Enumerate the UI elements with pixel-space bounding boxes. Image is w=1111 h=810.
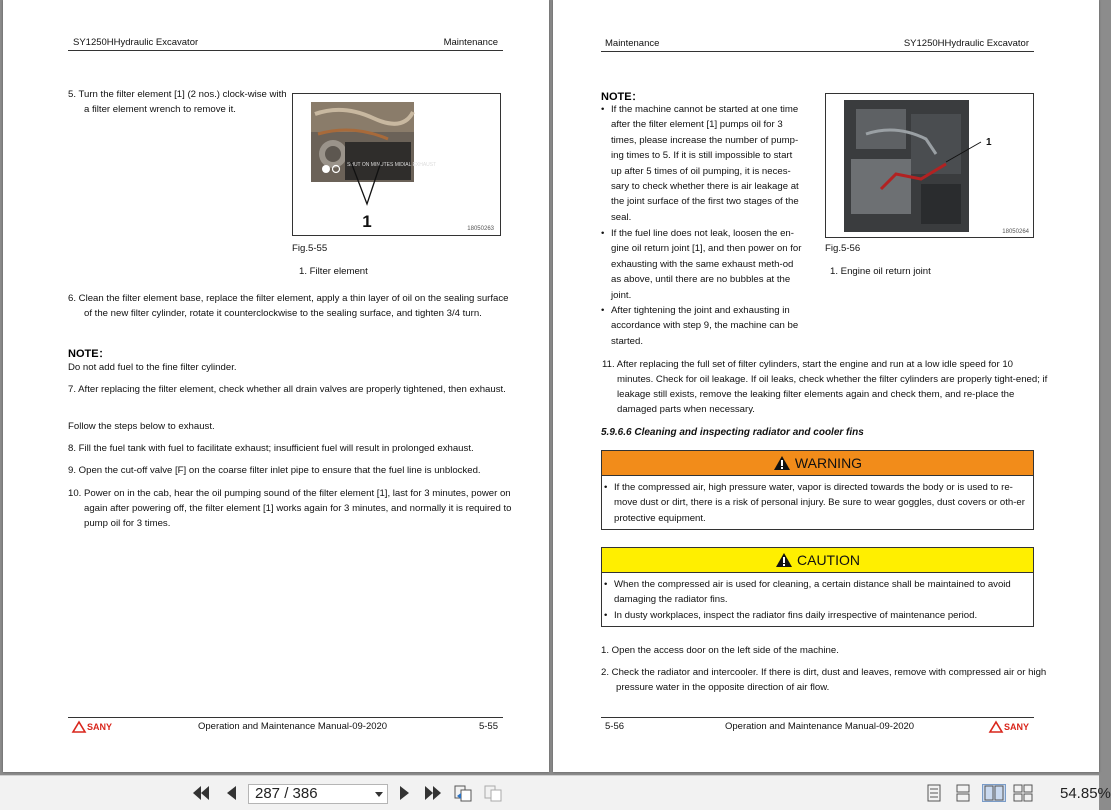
sany-logo-icon [990, 722, 1002, 732]
two-page-view-button[interactable] [982, 784, 1006, 802]
step-2: 2. Check the radiator and intercooler. If there is dirt, dust and leaves, remove with compressed air or high pressure water in the opposite direction of air flow. [601, 667, 1047, 693]
forward-view-icon [483, 784, 503, 802]
continuous-view-button[interactable] [954, 784, 972, 802]
single-page-view-button[interactable] [925, 784, 943, 802]
go-back-view-button[interactable] [454, 784, 472, 802]
caution-banner [602, 548, 1033, 573]
first-page-button[interactable] [192, 784, 210, 802]
figure-caption: Fig.5-56 [825, 243, 861, 254]
caution-icon [775, 552, 793, 568]
callout-1: 1 [986, 137, 992, 148]
warning-box [601, 450, 1034, 530]
engine-photo [826, 94, 1033, 237]
document-page-right [553, 0, 1099, 772]
step-7: 7. After replacing the filter element, check whether all drain valves are properly tightened, then exhaust. [68, 384, 506, 395]
first-page-icon [192, 785, 210, 801]
note-label: NOTE： [68, 348, 110, 360]
callout-1: 1 [362, 212, 372, 231]
last-page-button[interactable] [424, 784, 442, 802]
filter-element-photo [293, 94, 500, 235]
next-page-icon [399, 785, 411, 801]
footer-title: Operation and Maintenance Manual-09-2020 [198, 721, 388, 732]
note-bullet-3: • After tightening the joint and exhausting in accordance with step 9, the machine can be started. [601, 303, 805, 349]
sany-logo: SANY [73, 722, 112, 732]
next-page-button[interactable] [396, 784, 414, 802]
caution-title: CAUTION [797, 552, 860, 568]
step-6: 6. Clean the filter element base, replace the filter element, apply a thin layer of oil on the sealing surface of the new filter cylinder, rotate it counterclockwise to the sealing surface, and tighten 3/4 turn. [68, 293, 509, 319]
step-8: 8. Fill the fuel tank with fuel to facilitate exhaust; insufficient fuel will result in prolonged exhaust. [68, 443, 474, 454]
page-number: 5-55 [478, 721, 498, 732]
step-1: 1. Open the access door on the left side of the machine. [601, 645, 839, 656]
step-11: 11. After replacing the full set of filter cylinders, start the engine and run at a low idle speed for 10 minutes. Check for oil leakage. If oil leaks, check whether the filter cylinders are properly tight-ened; if leakage still exists, remove the leaking filter elements again and check them, and re-place the damaged parts when necessary. [602, 359, 1048, 415]
step-10: 10. Power on in the cab, hear the oil pumping sound of the filter element [1], last for 3 minutes, power on again after powering off, the filter element [1] works again for 3 minutes, and normally it is required to pump oil for 3 times. [68, 488, 512, 529]
page-indicator: 287 / 386 [255, 785, 318, 802]
figure-5-56 [825, 93, 1034, 238]
page-number: 5-56 [605, 721, 625, 732]
figure-legend: 1. Engine oil return joint [830, 266, 931, 277]
back-view-icon [453, 784, 473, 802]
two-page-scroll-view-button[interactable] [1014, 784, 1032, 802]
header-title: SY1250HHydraulic Excavator [73, 37, 199, 48]
inset-text: SHUT ON MINUTES MIDIAL EXHAUST [347, 162, 437, 168]
warning-banner [602, 451, 1033, 476]
note-bullet-2: • If the fuel line does not leak, loosen the en-gine oil return joint [1], and then power on for exhausting with the same exhaust meth-od as above, until there are no bubbles at the joint. [601, 226, 805, 303]
document-page-left [3, 0, 549, 772]
note-bullet-1: • If the machine cannot be started at one time after the filter element [1] pumps oil for 3 times, please increase the number of pump-ing times to 5. If it is still impossible to start up after 5 times of oil pumping, it is neces-sary to check whether there is air leakage at the joint surface of the first two stages of the seal. [601, 102, 805, 225]
continuous-page-icon [955, 784, 971, 802]
figure-caption: Fig.5-55 [292, 243, 328, 254]
section-title: 5.9.6.6 Cleaning and inspecting radiator and cooler fins [601, 427, 864, 438]
figure-id: 18050264 [1002, 229, 1029, 235]
figure-legend: 1. Filter element [299, 266, 368, 277]
sany-logo: SANY [990, 722, 1029, 732]
footer-rule [601, 717, 1034, 718]
two-page-icon [984, 785, 1004, 801]
header-rule [68, 50, 503, 51]
header-title: SY1250HHydraulic Excavator [903, 38, 1029, 49]
footer-rule [68, 717, 503, 718]
previous-page-icon [225, 785, 237, 801]
caution-bullet-1: • When the compressed air is used for cleaning, a certain distance shall be maintained to avoid damaging the radiator fins. [604, 577, 1032, 608]
single-page-icon [926, 784, 942, 802]
page-number-input[interactable] [248, 784, 388, 804]
sany-logo-icon [73, 722, 85, 732]
previous-page-button[interactable] [222, 784, 240, 802]
last-page-icon [424, 785, 442, 801]
header-section: Maintenance [605, 38, 660, 49]
footer-title: Operation and Maintenance Manual-09-2020 [725, 721, 915, 732]
warning-bullet-1: • If the compressed air, high pressure water, vapor is directed towards the body or is used to re-move dust or dirt, there is a risk of personal injury. Be sure to wear goggles, dust covers or oth-er protective equipment. [604, 480, 1032, 526]
zoom-level[interactable]: 54.85% [1060, 785, 1111, 802]
viewer-toolbar [0, 775, 1111, 810]
follow-text: Follow the steps below to exhaust. [68, 421, 215, 432]
page-dropdown-icon[interactable] [375, 792, 383, 798]
warning-title: WARNING [794, 455, 863, 471]
caution-bullet-2: • In dusty workplaces, inspect the radiator fins daily irrespective of maintenance period. [604, 608, 1032, 623]
header-section: Maintenance [443, 37, 498, 48]
warning-icon [773, 455, 791, 471]
step-5: 5. Turn the filter element [1] (2 nos.) clock-wise with a filter element wrench to remove it. [68, 89, 287, 115]
note-text: Do not add fuel to the fine filter cylinder. [68, 362, 237, 373]
step-9: 9. Open the cut-off valve [F] on the coarse filter inlet pipe to ensure that the fuel line is unblocked. [68, 465, 481, 476]
note-label: NOTE： [601, 91, 643, 103]
figure-id: 18050263 [467, 226, 494, 232]
two-page-scroll-icon [1013, 784, 1033, 802]
header-rule [601, 51, 1034, 52]
go-forward-view-button[interactable] [484, 784, 502, 802]
figure-5-55 [292, 93, 501, 236]
caution-box [601, 547, 1034, 627]
